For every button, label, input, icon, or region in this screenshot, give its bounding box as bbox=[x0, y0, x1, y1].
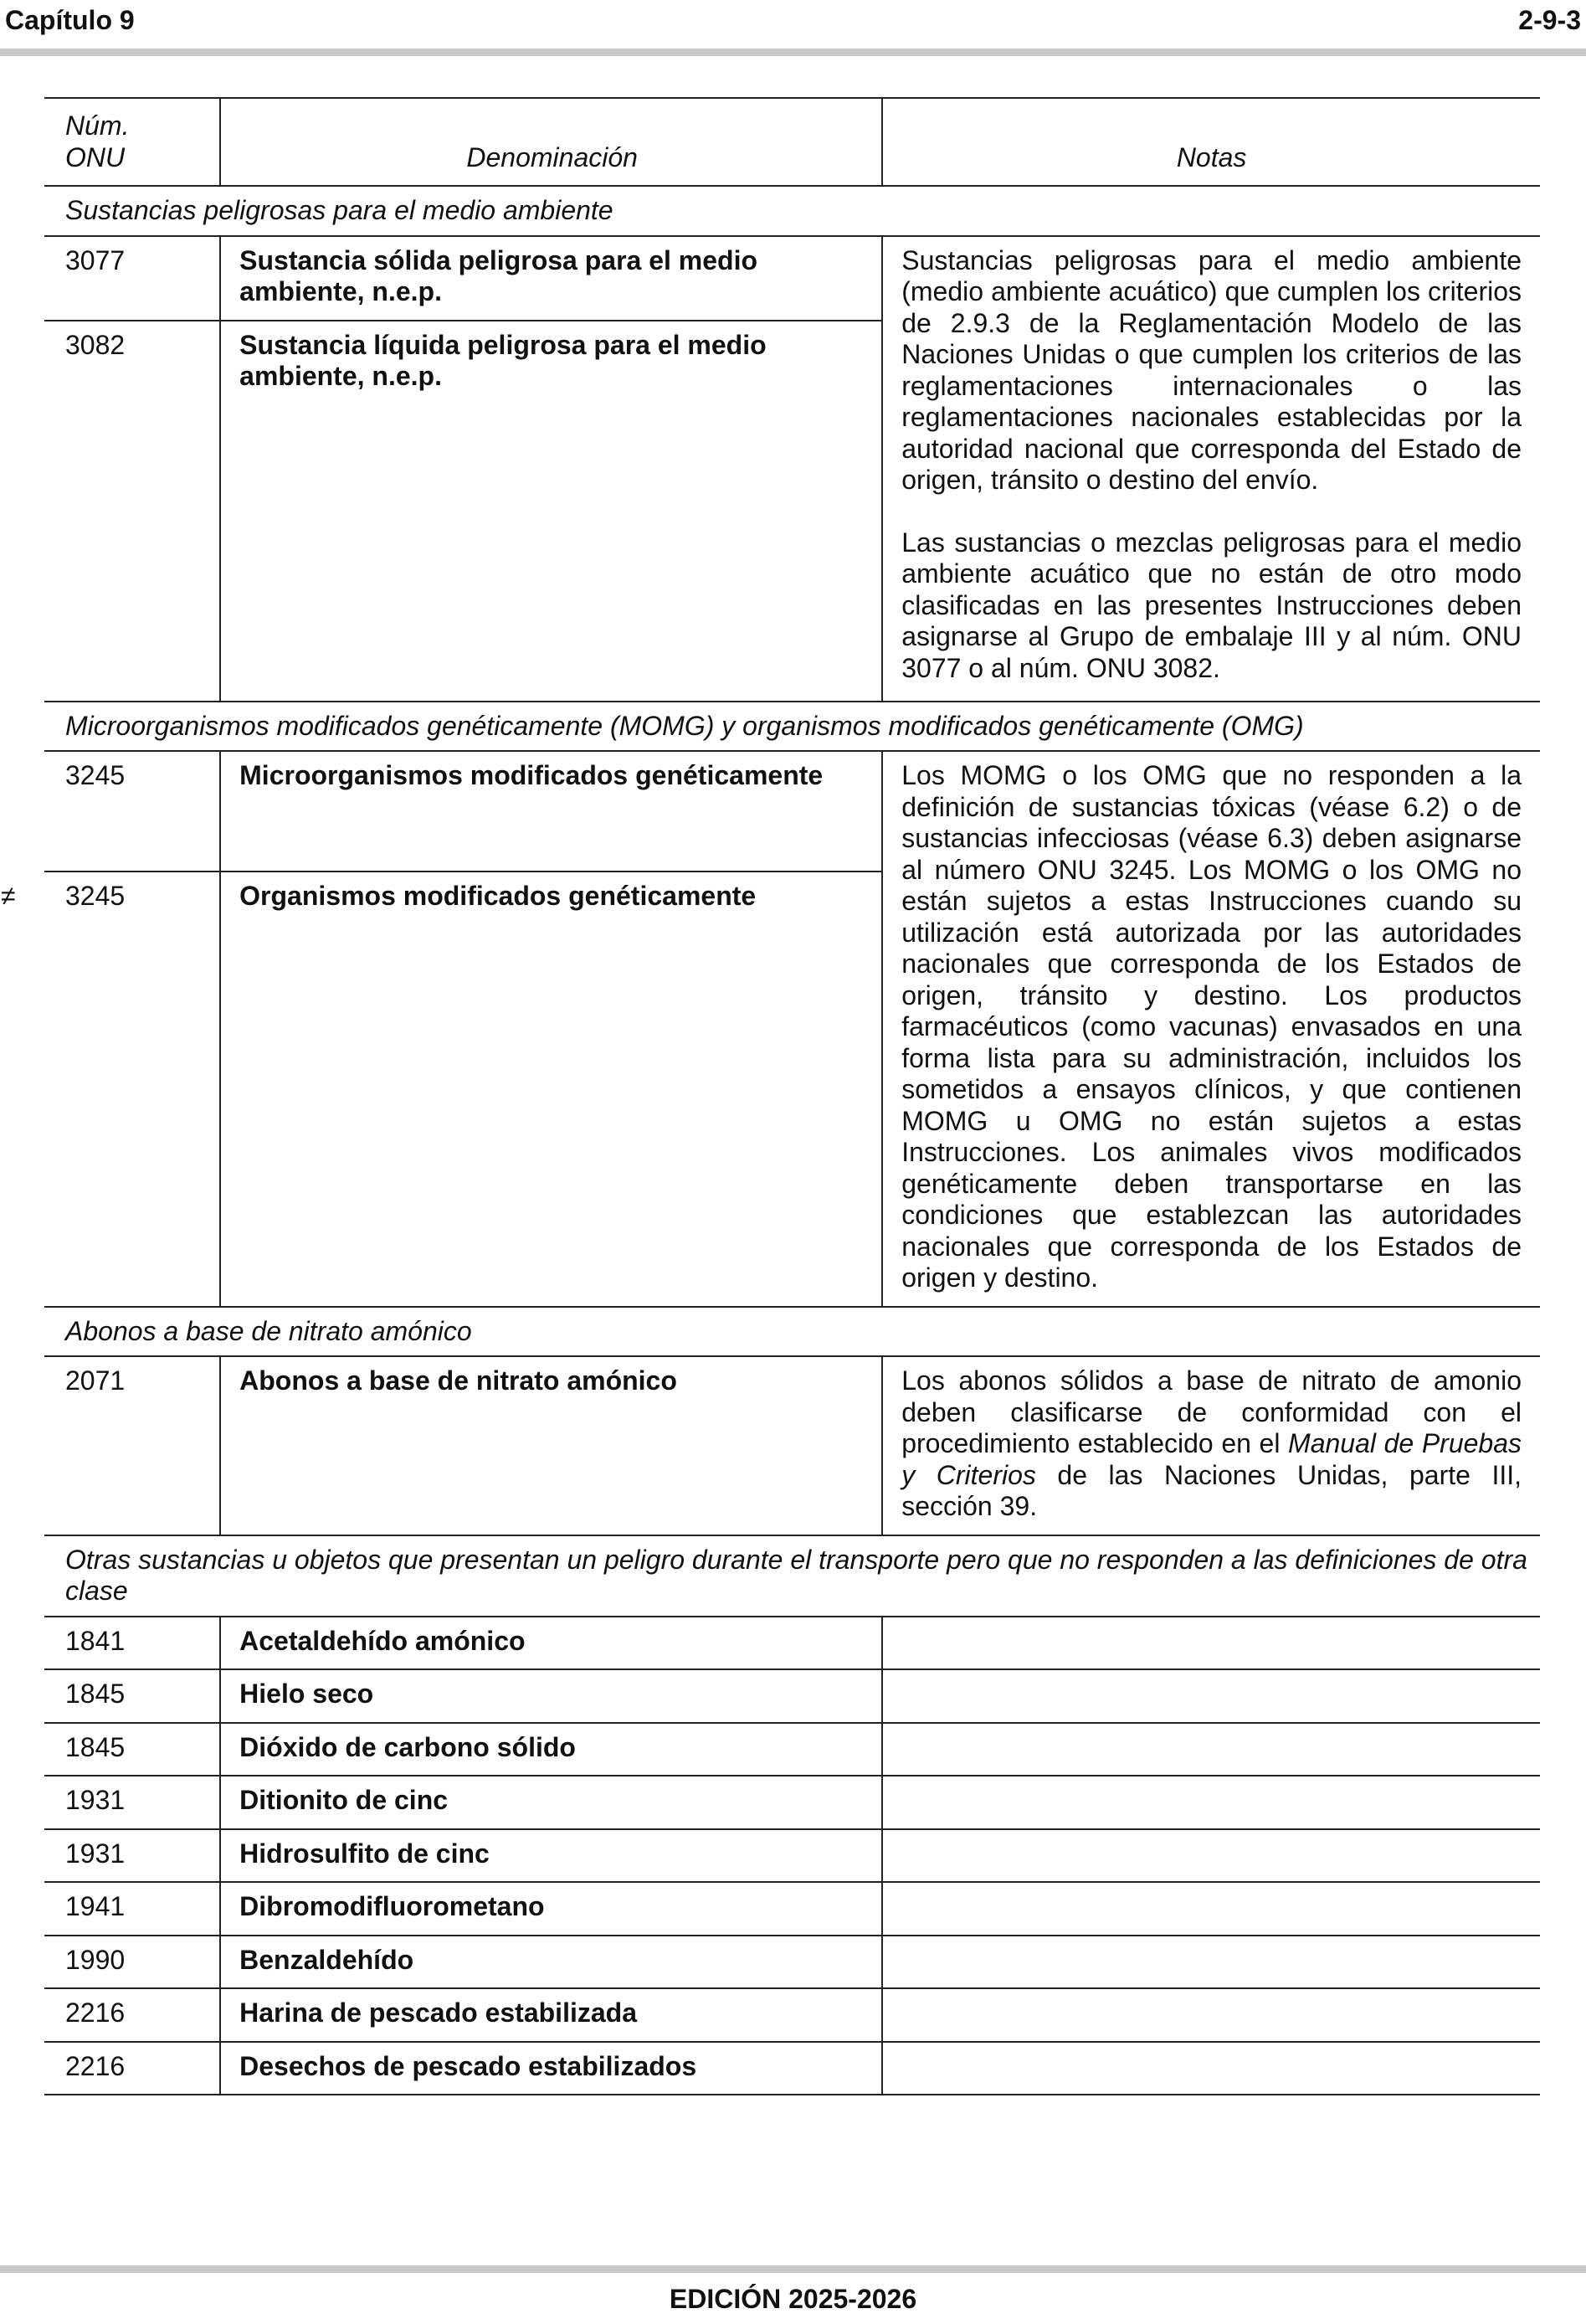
table-row bbox=[44, 751, 1540, 872]
section-title: Sustancias peligrosas para el medio ambiente bbox=[44, 186, 1540, 236]
notes-cell bbox=[882, 1356, 1540, 1535]
notes-cell bbox=[882, 751, 1540, 1307]
note-text: Los abonos sólidos a base de nitrato de amonio deben clasificarse de conformidad con el procedimiento establecido en el bbox=[901, 1365, 1522, 1458]
change-mark: ≠ bbox=[1, 880, 16, 911]
table-header-row bbox=[44, 98, 1540, 186]
un-number: 1845 bbox=[44, 1723, 220, 1776]
note-paragraph: Las sustancias o mezclas peligrosas para el medio ambiente acuático que no están de otro modo clasificadas en las presentes Instrucciones deben asignarse al Grupo de embalaje III y al núm. ONU 3077 o al núm. ONU 3082. bbox=[901, 527, 1522, 683]
section-title: Microorganismos modificados genéticamente (MOMG) y organismos modificados genéticamente (OMG) bbox=[44, 702, 1540, 752]
un-number: 3245 bbox=[65, 880, 126, 911]
table-row bbox=[44, 1669, 1540, 1723]
notes-cell bbox=[882, 1617, 1540, 1670]
substance-name: Microorganismos modificados genéticamente bbox=[220, 751, 882, 872]
note-paragraph: Sustancias peligrosas para el medio ambiente (medio ambiente acuático) que cumplen los criterios de 2.9.3 de la Reglamentación Modelo de las Naciones Unidas o que cumplen los criterios de las reglamentaciones internacionales o las reglamentaciones nacionales establecidas por la autoridad nacional que corresponda del Estado de origen, tránsito o destino del envío. bbox=[901, 244, 1522, 495]
section-title-row bbox=[44, 1307, 1540, 1357]
page-number: 2-9-3 bbox=[1518, 5, 1581, 35]
un-number: 2216 bbox=[44, 2042, 220, 2095]
note-paragraph: Los MOMG o los OMG que no responden a la definición de sustancias tóxicas (véase 6.2) o de sustancias infecciosas (véase 6.3) deben asignarse al número ONU 3245. Los MOMG o los OMG no están sujetos a estas Instrucciones cuando su utilización está autorizada por las autoridades nacionales que corresponda de los Estados de origen, tránsito y destino. Los productos farmacéuticos (como vacunas) envasados en una forma lista para su administración, incluidos los sometidos a ensayos clínicos, y que contienen MOMG u OMG no están sujetos a estas Instrucciones. Los animales vivos modificados genéticamente deben transportarse en las condiciones que establezcan las autoridades nacionales que corresponda de los Estados de origen y destino. bbox=[901, 760, 1522, 1293]
section-title-row bbox=[44, 1535, 1540, 1617]
substance-name: Desechos de pescado estabilizados bbox=[220, 2042, 882, 2095]
un-number: 2216 bbox=[44, 1988, 220, 2042]
header-notas: Notas bbox=[882, 98, 1540, 186]
notes-cell bbox=[882, 1776, 1540, 1829]
substance-name: Organismos modificados genéticamente bbox=[220, 872, 882, 1307]
substance-name: Sustancia líquida peligrosa para el medio ambiente, n.e.p. bbox=[220, 321, 882, 702]
notes-cell bbox=[882, 1988, 1540, 2042]
substance-name: Acetaldehído amónico bbox=[220, 1617, 882, 1670]
section-title: Abonos a base de nitrato amónico bbox=[44, 1307, 1540, 1357]
substance-name: Sustancia sólida peligrosa para el medio ambiente, n.e.p. bbox=[220, 236, 882, 321]
notes-cell bbox=[882, 236, 1540, 702]
table-row bbox=[44, 1356, 1540, 1535]
un-number: 3077 bbox=[44, 236, 220, 321]
notes-cell bbox=[882, 2042, 1540, 2095]
un-number: 1941 bbox=[44, 1882, 220, 1936]
substance-name: Dióxido de carbono sólido bbox=[220, 1723, 882, 1776]
un-number: 1841 bbox=[44, 1617, 220, 1670]
substances-table bbox=[1, 97, 1540, 2095]
header-denominacion: Denominación bbox=[220, 98, 882, 186]
table-row bbox=[44, 1776, 1540, 1829]
table-row bbox=[44, 1882, 1540, 1936]
substance-name: Benzaldehído bbox=[220, 1936, 882, 1989]
substance-name: Hielo seco bbox=[220, 1669, 882, 1723]
table-row bbox=[44, 236, 1540, 321]
header-onu-label: ONU bbox=[65, 141, 126, 172]
section-title: Otras sustancias u objetos que presentan un peligro durante el transporte pero que no responden a las definiciones de otra clase bbox=[44, 1535, 1540, 1617]
notes-cell bbox=[882, 1829, 1540, 1883]
notes-cell bbox=[882, 1936, 1540, 1989]
un-number: 1931 bbox=[44, 1776, 220, 1829]
page-header bbox=[5, 5, 1581, 42]
un-number: 3082 bbox=[44, 321, 220, 702]
header-rule bbox=[0, 49, 1586, 56]
substance-name: Ditionito de cinc bbox=[220, 1776, 882, 1829]
un-number: 2071 bbox=[44, 1356, 220, 1535]
notes-cell bbox=[882, 1723, 1540, 1776]
section-title-row bbox=[44, 702, 1540, 752]
manual-title: Manual de Pruebas y Criterios bbox=[901, 1428, 1522, 1490]
table-row bbox=[44, 1723, 1540, 1776]
note-text: de las Naciones Unidas, parte III, sección 39. bbox=[901, 1459, 1522, 1521]
un-number: 1931 bbox=[44, 1829, 220, 1883]
un-number: 1990 bbox=[44, 1936, 220, 1989]
section-title-row bbox=[44, 186, 1540, 236]
un-number: 1845 bbox=[44, 1669, 220, 1723]
table-row bbox=[44, 1617, 1540, 1670]
chapter-label: Capítulo 9 bbox=[5, 5, 135, 35]
un-number: 3245 bbox=[44, 751, 220, 872]
notes-cell bbox=[882, 1882, 1540, 1936]
un-number-cell bbox=[1, 872, 220, 1307]
substance-name: Abonos a base de nitrato amónico bbox=[220, 1356, 882, 1535]
table-row bbox=[44, 1988, 1540, 2042]
edition-footer: EDICIÓN 2025-2026 bbox=[669, 2284, 917, 2314]
substance-name: Harina de pescado estabilizada bbox=[220, 1988, 882, 2042]
footer-rule bbox=[0, 2265, 1586, 2273]
substance-name: Hidrosulfito de cinc bbox=[220, 1829, 882, 1883]
header-num-label: Núm. bbox=[65, 111, 130, 141]
notes-cell bbox=[882, 1669, 1540, 1723]
header-num-onu bbox=[44, 98, 220, 186]
table-row bbox=[44, 1829, 1540, 1883]
substance-name: Dibromodifluorometano bbox=[220, 1882, 882, 1936]
table-row bbox=[44, 2042, 1540, 2095]
table-row bbox=[44, 1936, 1540, 1989]
